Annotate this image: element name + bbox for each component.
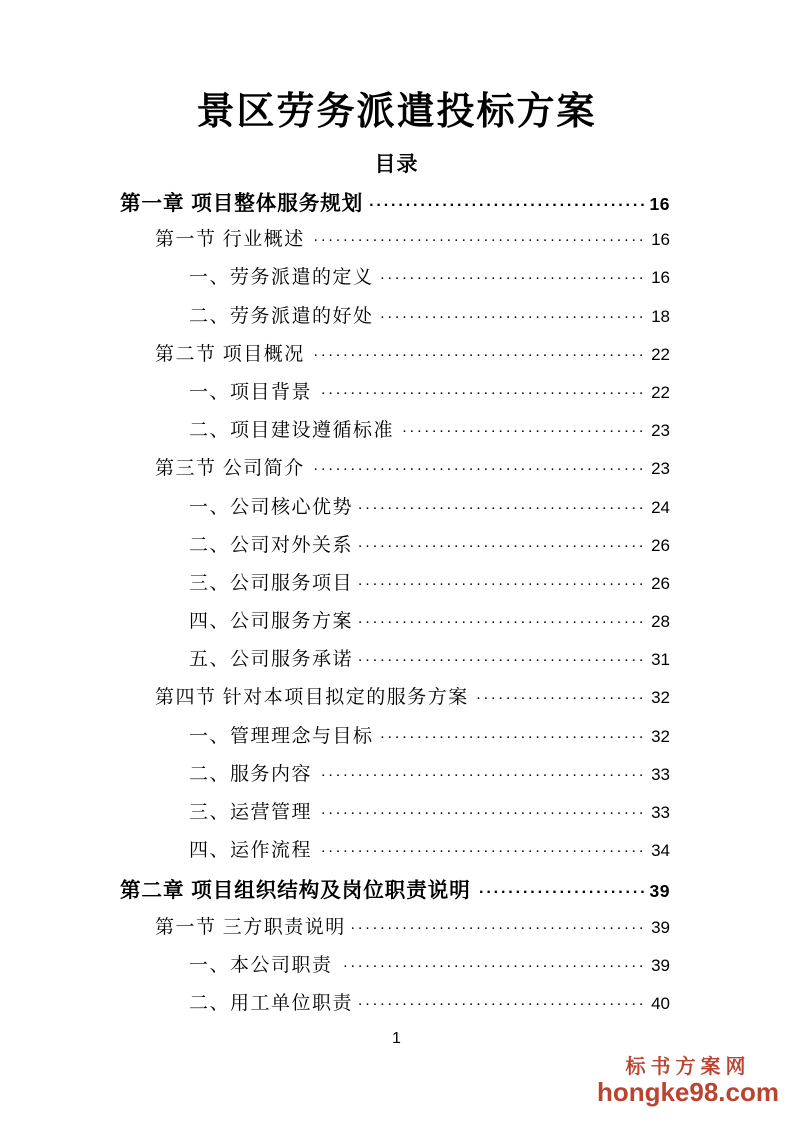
toc-entry-page: 23 bbox=[651, 421, 670, 441]
toc-entry-page: 33 bbox=[651, 764, 670, 784]
toc-entry[interactable] bbox=[155, 224, 670, 262]
toc-entry[interactable] bbox=[189, 721, 670, 759]
toc-entry-page: 40 bbox=[651, 993, 670, 1013]
toc-entry-page: 31 bbox=[651, 650, 670, 670]
toc-entry-text: 第一章 项目整体服务规划 bbox=[120, 192, 364, 215]
toc-entry[interactable] bbox=[120, 873, 670, 911]
dot-leader bbox=[367, 197, 647, 215]
toc-entry-page: 16 bbox=[651, 230, 670, 250]
toc-entry-page: 22 bbox=[651, 344, 670, 364]
dot-leader bbox=[318, 844, 646, 861]
toc-entry[interactable] bbox=[120, 186, 670, 224]
watermark-site-url: hongke98.com bbox=[596, 1077, 779, 1107]
toc-entry-text: 一、公司核心优势 bbox=[189, 496, 354, 518]
dot-leader bbox=[339, 959, 647, 976]
dot-leader bbox=[359, 615, 646, 632]
dot-leader bbox=[359, 577, 646, 594]
page-number: 1 bbox=[392, 1030, 401, 1047]
toc-entry-text: 二、项目建设遵循标准 bbox=[189, 420, 395, 442]
toc-heading: 目录 bbox=[374, 152, 419, 176]
dot-leader bbox=[359, 501, 646, 518]
toc-entry-text: 一、项目背景 bbox=[189, 381, 313, 403]
toc-entry[interactable] bbox=[189, 835, 670, 873]
dot-leader bbox=[311, 462, 646, 479]
toc-entry-text: 第一节 行业概述 bbox=[155, 229, 305, 251]
toc bbox=[120, 186, 670, 1026]
toc-entry-page: 18 bbox=[651, 306, 670, 326]
toc-entry[interactable] bbox=[189, 492, 670, 530]
dot-leader bbox=[400, 424, 646, 441]
toc-entry-text: 三、运营管理 bbox=[189, 802, 313, 823]
toc-entry-page: 32 bbox=[651, 726, 670, 746]
dot-leader bbox=[475, 691, 646, 708]
dot-leader bbox=[352, 921, 646, 938]
toc-entry-text: 二、用工单位职责 bbox=[189, 992, 354, 1014]
toc-entry-text: 二、劳务派遣的好处 bbox=[189, 305, 374, 327]
watermark-site-name: 标书方案网 bbox=[625, 1056, 751, 1078]
toc-entry-text: 一、管理理念与目标 bbox=[189, 725, 374, 747]
dot-leader bbox=[311, 348, 646, 365]
toc-entry[interactable] bbox=[155, 339, 670, 377]
toc-entry-text: 一、本公司职责 bbox=[189, 954, 333, 976]
dot-leader bbox=[475, 884, 648, 902]
toc-entry[interactable] bbox=[155, 682, 670, 720]
toc-entry[interactable] bbox=[189, 568, 670, 606]
toc-entry[interactable] bbox=[189, 950, 670, 988]
toc-entry-text: 四、运作流程 bbox=[189, 840, 313, 862]
toc-entry-text: 二、服务内容 bbox=[189, 763, 313, 785]
toc-entry-text: 第二章 项目组织结构及岗位职责说明 bbox=[120, 879, 471, 903]
dot-leader bbox=[359, 997, 646, 1014]
toc-entry-page: 22 bbox=[651, 382, 670, 402]
dot-leader bbox=[318, 806, 646, 823]
toc-entry[interactable] bbox=[189, 530, 670, 568]
toc-entry-text: 第二节 项目概况 bbox=[155, 343, 305, 365]
toc-entry-text: 二、公司对外关系 bbox=[189, 534, 354, 556]
toc-entry-page: 32 bbox=[651, 688, 670, 708]
toc-entry-text: 第一节 三方职责说明 bbox=[155, 916, 346, 938]
dot-leader bbox=[311, 233, 646, 250]
toc-entry[interactable] bbox=[189, 606, 670, 644]
watermark bbox=[597, 1056, 779, 1107]
toc-entry-page: 26 bbox=[651, 535, 670, 555]
dot-leader bbox=[380, 730, 647, 747]
toc-entry-page: 16 bbox=[649, 194, 670, 214]
toc-entry[interactable] bbox=[189, 759, 670, 797]
dot-leader bbox=[359, 539, 646, 556]
toc-entry-text: 第三节 公司简介 bbox=[155, 458, 305, 480]
toc-entry-page: 39 bbox=[651, 917, 670, 937]
toc-entry-page: 39 bbox=[649, 881, 670, 902]
toc-entry[interactable] bbox=[155, 453, 670, 491]
toc-entry[interactable] bbox=[189, 988, 670, 1026]
toc-entry-page: 26 bbox=[651, 573, 670, 593]
toc-entry-page: 39 bbox=[651, 955, 670, 975]
toc-entry-text: 一、劳务派遣的定义 bbox=[189, 267, 374, 289]
dot-leader bbox=[359, 653, 646, 670]
document-title: 景区劳务派遣投标方案 bbox=[196, 91, 597, 133]
toc-entry-page: 23 bbox=[651, 459, 670, 479]
dot-leader bbox=[380, 310, 647, 327]
toc-entry-text: 第四节 针对本项目拟定的服务方案 bbox=[155, 687, 469, 709]
toc-entry[interactable] bbox=[189, 415, 670, 453]
toc-entry-text: 五、公司服务承诺 bbox=[189, 649, 354, 671]
dot-leader bbox=[318, 386, 646, 403]
dot-leader bbox=[380, 271, 647, 288]
toc-entry-text: 三、公司服务项目 bbox=[189, 572, 354, 594]
toc-entry[interactable] bbox=[189, 301, 670, 339]
toc-entry-page: 24 bbox=[651, 497, 670, 517]
toc-entry-page: 28 bbox=[651, 612, 670, 632]
toc-entry[interactable] bbox=[155, 912, 670, 950]
toc-entry[interactable] bbox=[189, 262, 670, 300]
toc-entry[interactable] bbox=[189, 377, 670, 415]
toc-entry-page: 16 bbox=[651, 268, 670, 288]
toc-entry-text: 四、公司服务方案 bbox=[189, 611, 354, 633]
dot-leader bbox=[318, 768, 646, 785]
toc-entry[interactable] bbox=[189, 797, 670, 835]
toc-entry[interactable] bbox=[189, 644, 670, 682]
toc-entry-page: 33 bbox=[651, 803, 670, 822]
toc-entry-page: 34 bbox=[651, 841, 670, 861]
